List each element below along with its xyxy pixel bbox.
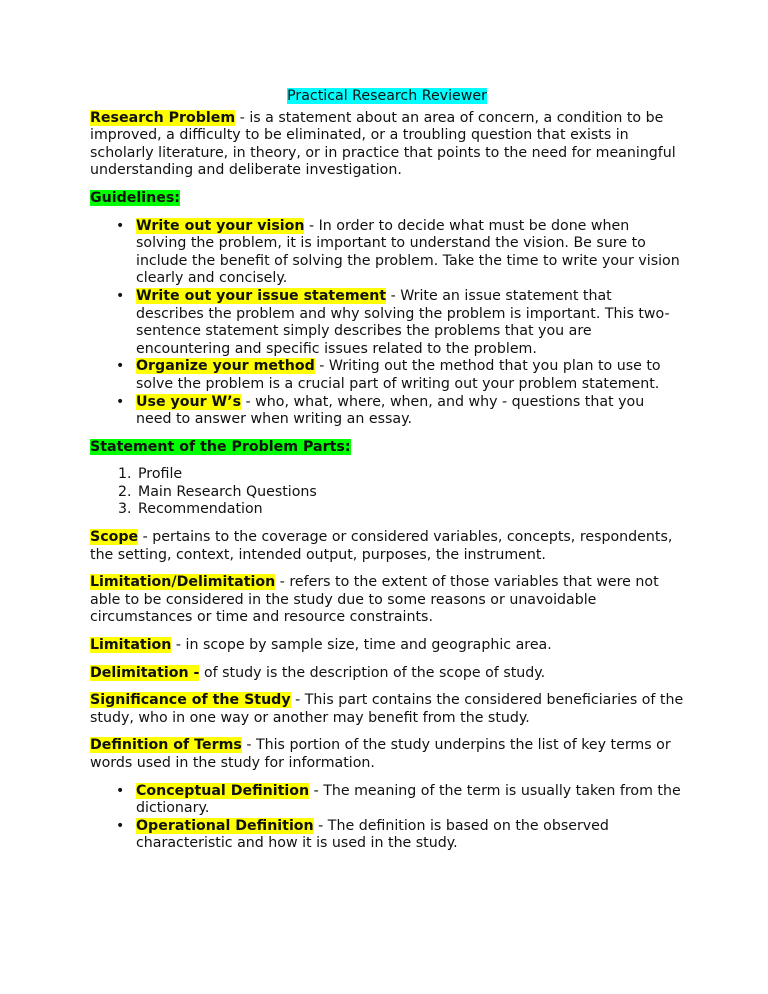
list-item: • Organize your method - Writing out the method that you plan to use to solve the problem is a crucial part of writing out your problem statement. [136, 358, 684, 393]
significance-paragraph: Significance of the Study - This part contains the considered beneficiaries of the study, who in one way or another may benefit from the study. [90, 692, 684, 726]
statement-parts-heading: Statement of the Problem Parts: [90, 438, 351, 455]
list-item: • Write out your issue statement - Write an issue statement that describes the problem and why solving the problem is important. This two-sentence statement simply describes the problems that you are encountering and specific issues related to the problem. [136, 288, 684, 358]
list-item: 1. Profile [136, 466, 684, 484]
term: Operational Definition [136, 817, 314, 834]
list-item: • Operational Definition - The definition is based on the observed characteristic and how it is used in the study. [136, 818, 684, 853]
list-item: • Conceptual Definition - The meaning of the term is usually taken from the dictionary. [136, 783, 684, 818]
term-limitation: Limitation [90, 637, 172, 654]
limitation-paragraph: Limitation - in scope by sample size, time and geographic area. [90, 637, 552, 654]
delimitation-paragraph: Delimitation - of study is the description of the scope of study. [90, 664, 546, 681]
term-research-problem: Research Problem [90, 109, 236, 126]
term-delimitation: Delimitation - [90, 664, 200, 681]
term-scope: Scope [90, 529, 139, 546]
limitation-delimitation-paragraph: Limitation/Delimitation - refers to the extent of those variables that were not able to be considered in the study due to some reasons or unavoidable circumstances or time and resource constraints. [90, 574, 659, 626]
scope-paragraph: Scope - pertains to the coverage or considered variables, concepts, respondents, the setting, context, intended output, purposes, the instrument. [90, 529, 673, 563]
term-definition-of-terms: Definition of Terms [90, 737, 242, 754]
term-limitation-delimitation: Limitation/Delimitation [90, 574, 276, 591]
research-problem-text: - is a statement about an area of concern, a condition to be improved, a difficulty to be eliminated, or a troubling question that exists in scholarly literature, in theory, or in practice that points to the need for meaningful understanding and deliberate investigation. [90, 109, 676, 179]
term: Organize your method [136, 358, 315, 375]
definitions-list [90, 783, 684, 853]
list-item: 2. Main Research Questions [136, 484, 684, 502]
statement-parts-list [90, 466, 684, 519]
term: Conceptual Definition [136, 782, 310, 799]
guidelines-heading: Guidelines: [90, 189, 180, 206]
term: Write out your issue statement [136, 287, 387, 304]
definition-of-terms-paragraph: Definition of Terms - This portion of the study underpins the list of key terms or words used in the study for information. [90, 737, 671, 771]
term-significance: Significance of the Study [90, 692, 291, 709]
document-title: Practical Research Reviewer [287, 88, 487, 104]
list-item: • Use your W’s - who, what, where, when, and why - questions that you need to answer when writing an essay. [136, 394, 684, 429]
guidelines-list [90, 218, 684, 429]
document-page [90, 88, 684, 863]
list-item: • Write out your vision - In order to decide what must be done when solving the problem, it is important to understand the vision. Be sure to include the benefit of solving the problem. Take the time to write your vision clearly and concisely. [136, 218, 684, 288]
term: Use your W’s [136, 393, 242, 410]
term: Write out your vision [136, 217, 305, 234]
research-problem-paragraph [90, 110, 684, 180]
list-item: 3. Recommendation [136, 501, 684, 519]
